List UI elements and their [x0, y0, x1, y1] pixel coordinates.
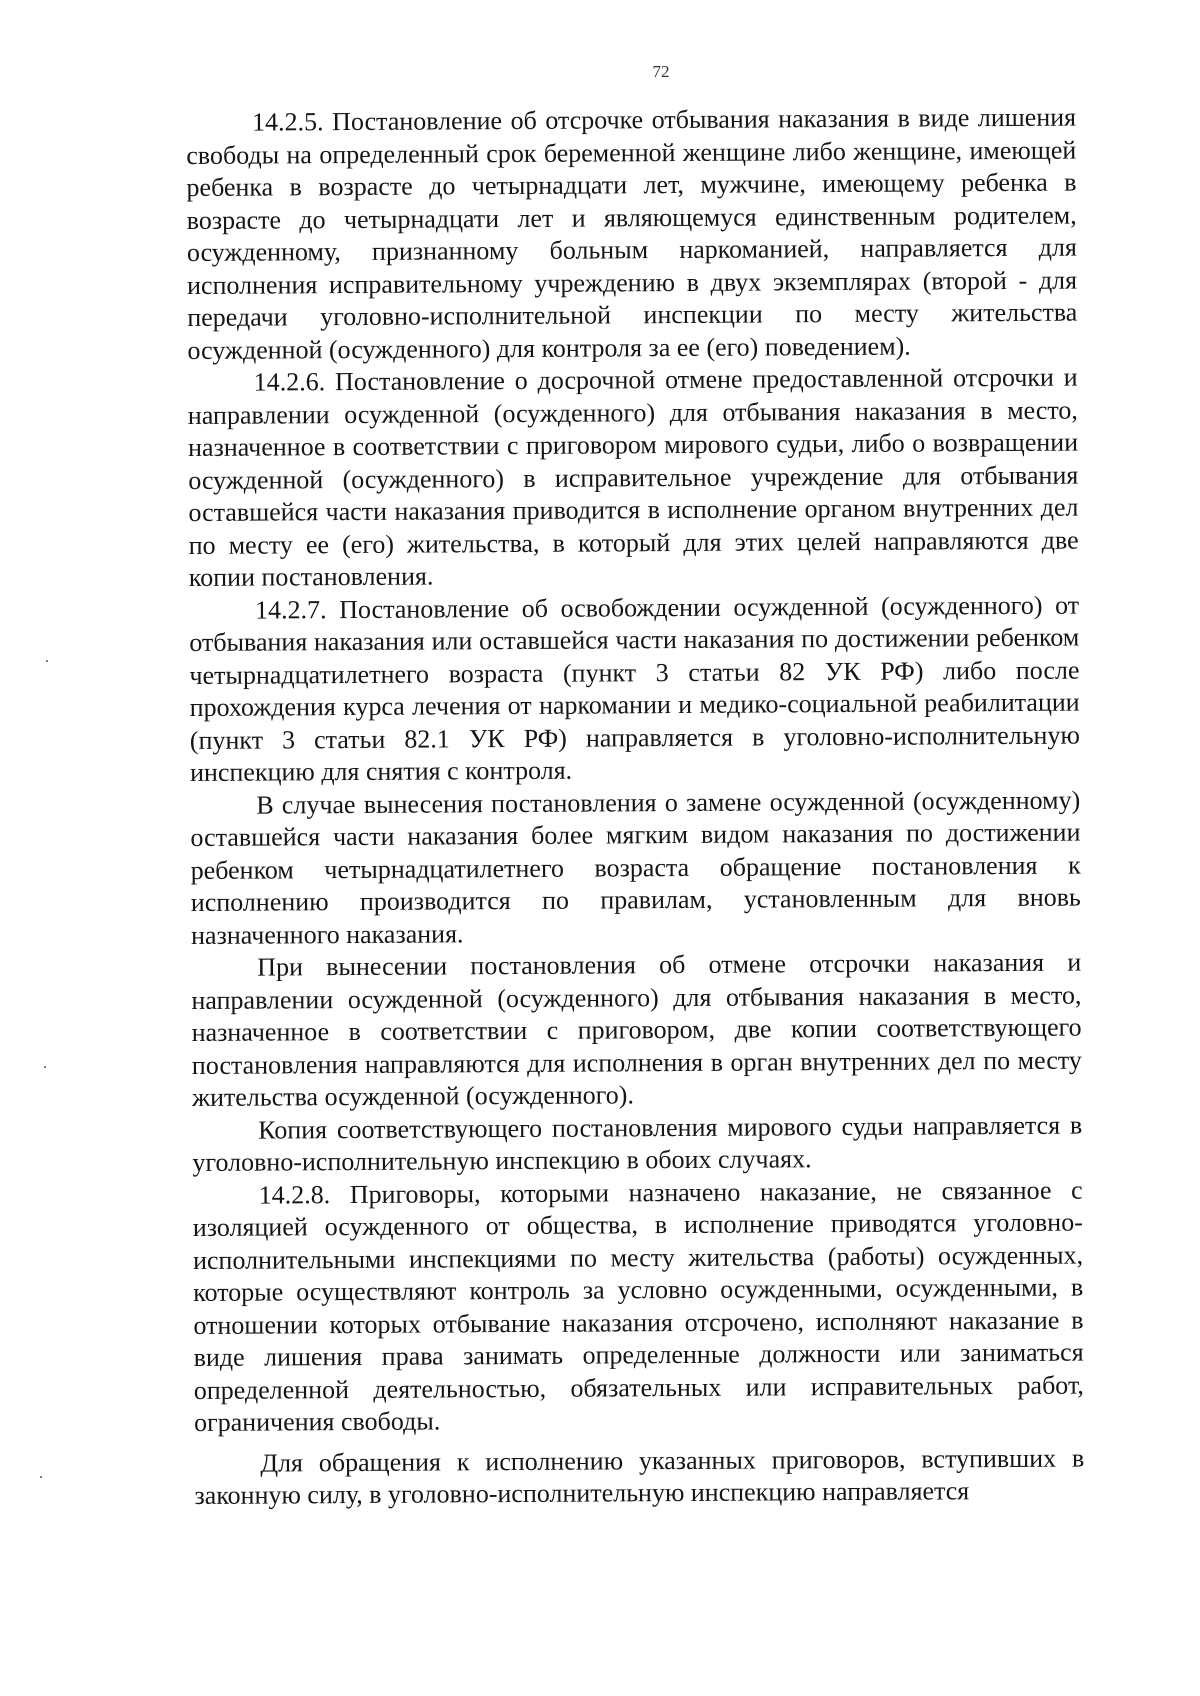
paragraph-replacement-case: В случае вынесения постановления о замене осужденной (осужденному) оставшейся части наказания более мягким видом наказания по достижении ребенком четырнадцатилетнего возраста обращение постановления к исполнению производится по правилам, установленным для вновь назначенного наказания.	[190, 785, 1081, 950]
scan-speck	[44, 1066, 46, 1068]
paragraph-execution-request: Для обращения к исполнению указанных приговоров, вступивших в законную силу, в уголовно-исполнительную инспекцию направляется	[194, 1443, 1085, 1510]
scan-speck	[46, 660, 48, 662]
paragraph-copy-note: Копия соответствующего постановления мирового судьи направляется в уголовно-исполнительную инспекцию в обоих случаях.	[192, 1110, 1083, 1177]
paragraph-14-2-5: 14.2.5. Постановление об отсрочке отбывания наказания в виде лишения свободы на определенный срок беременной женщине либо женщине, имеющей ребенка в возрасте до четырнадцати лет, мужчине, имеющему ребенка в возрасте до четырнадцати лет и являющемуся единственным родителем, осужденному, признанному больным наркоманией, направляется для исполнения исправительному учреждению в двух экземплярах (второй - для передачи уголовно-исполнительной инспекции по месту жительства осужденной (осужденного) для контроля за ее (его) поведением).	[186, 102, 1078, 365]
paragraph-14-2-7: 14.2.7. Постановление об освобождении осужденной (осужденного) от отбывания наказания или оставшейся части наказания по достижении ребенком четырнадцатилетнего возраста (пункт 3 статьи 82 УК РФ) либо после прохождения курса лечения от наркомании и медико-социальной реабилитации (пункт 3 статьи 82.1 УК РФ) направляется в уголовно-исполнительную инспекцию для снятия с контроля.	[189, 590, 1080, 787]
paragraph-14-2-6: 14.2.6. Постановление о досрочной отмене предоставленной отсрочки и направлении осужденной (осужденного) для отбывания наказания в место, назначенное в соответствии с приговором мирового судьи, либо о возвращении осужденной (осужденного) в исправительное учреждение для отбывания оставшейся части наказания приводится в исполнение органом внутренних дел по месту ее (его) жительства, в который для этих целей направляются две копии постановления.	[187, 362, 1079, 592]
paragraph-14-2-8: 14.2.8. Приговоры, которыми назначено наказание, не связанное с изоляцией осужденного от общества, в исполнение приводятся уголовно-исполнительными инспекциями по месту жительства (работы) осужденных, которые осуществляют контроль за условно осужденными, осужденными, в отношении которых отбывание наказания отсрочено, исполняют наказание в виде лишения права занимать определенные должности или заниматься определенной деятельностью, обязательных или исправительных работ, ограничения свободы.	[192, 1175, 1084, 1437]
paragraph-cancellation-case: При вынесении постановления об отмене отсрочки наказания и направлении осужденной (осужденного) для отбывания наказания в место, назначенное в соответствии с приговором, две копии соответствующего постановления направляются для исполнения в орган внутренних дел по месту жительства осужденной (осужденного).	[191, 947, 1082, 1112]
page-number: 72	[652, 62, 670, 81]
scan-speck	[40, 1476, 42, 1478]
document-body	[186, 102, 1085, 1513]
